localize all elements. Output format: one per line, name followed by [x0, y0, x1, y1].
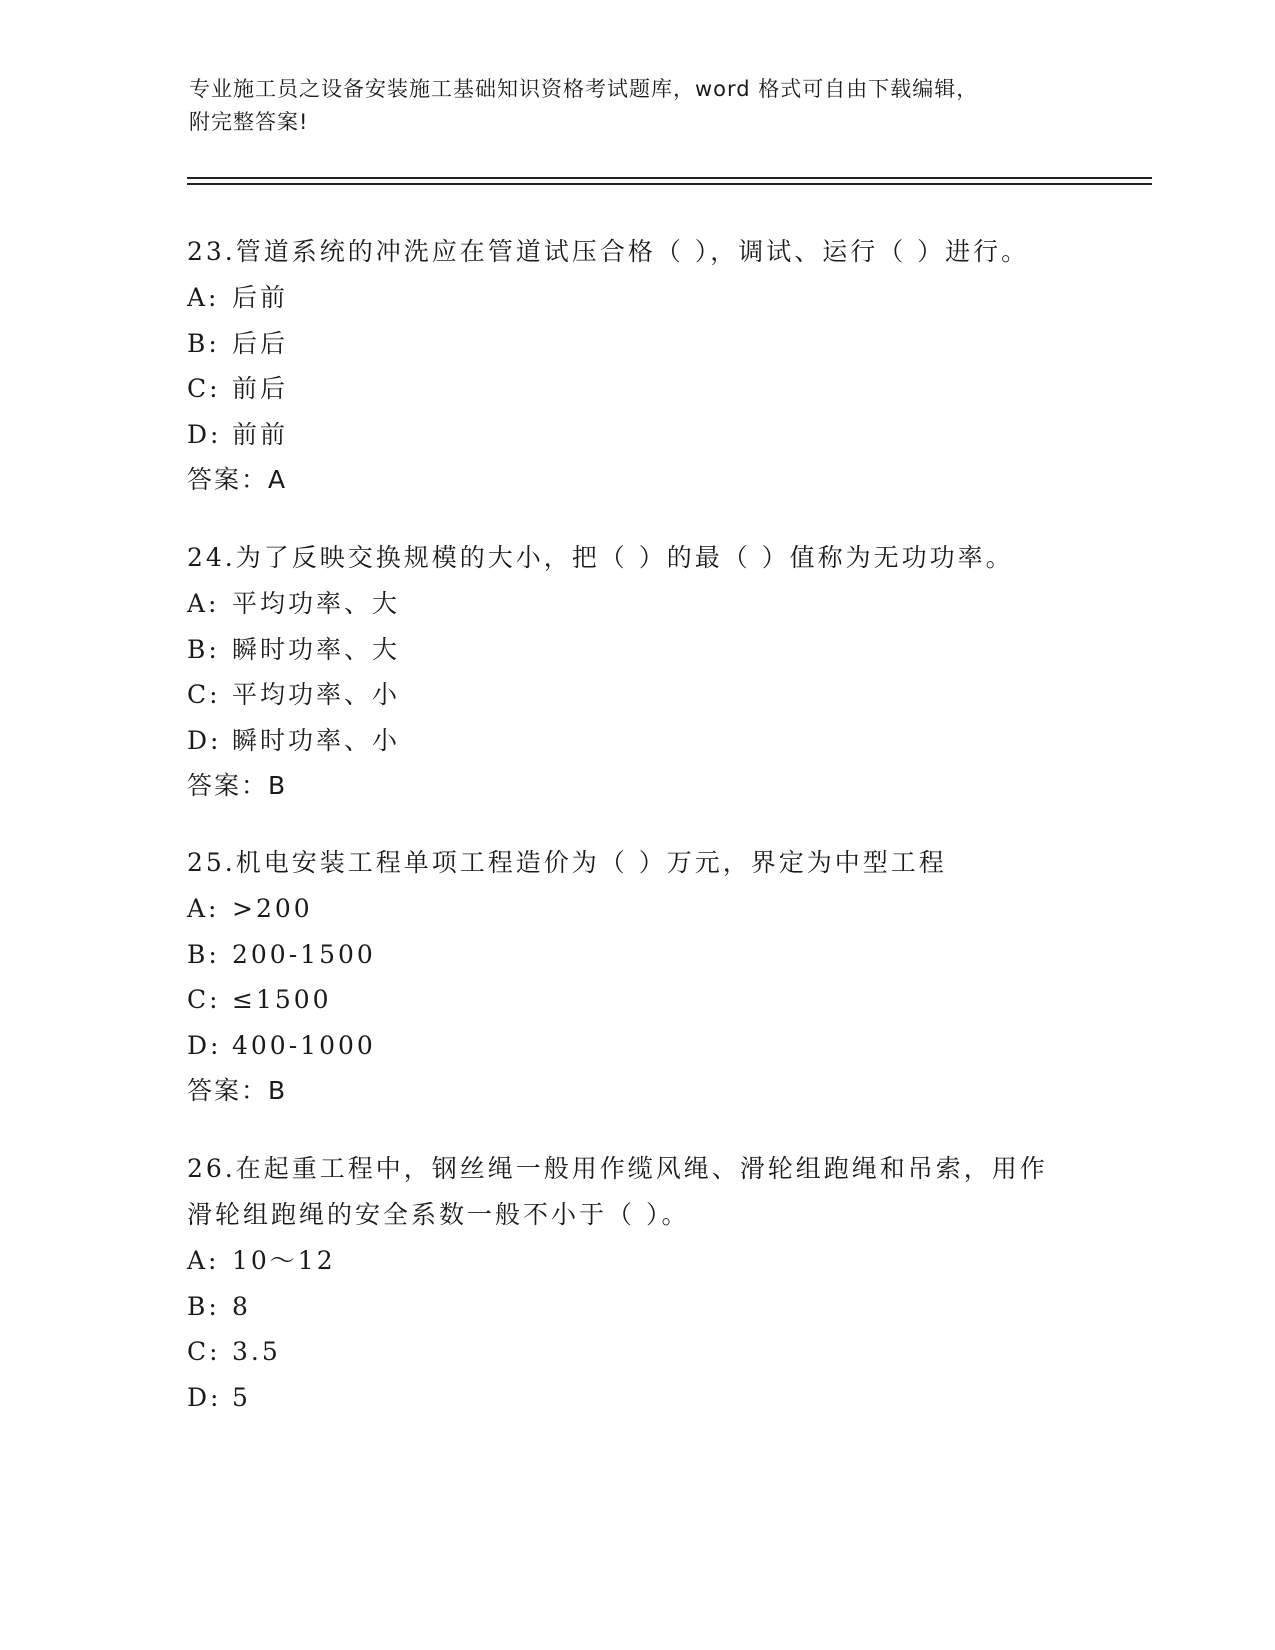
question-stem — [187, 840, 1087, 886]
question-number: 25. — [187, 848, 236, 877]
option-text: 3.5 — [232, 1337, 281, 1366]
document-header — [189, 73, 1089, 139]
question-23 — [187, 229, 1087, 503]
question-25 — [187, 840, 1087, 1114]
option-a — [187, 275, 1087, 321]
option-key: D: — [187, 1382, 222, 1412]
option-text: 后后 — [232, 328, 289, 358]
option-key: B: — [187, 1291, 220, 1321]
option-key: C: — [187, 985, 221, 1014]
option-text: ≤1500 — [232, 985, 332, 1014]
option-key: B: — [187, 328, 220, 358]
option-key: A: — [187, 894, 220, 923]
question-text: 机电安装工程单项工程造价为（ ）万元，界定为中型工程 — [235, 848, 947, 877]
question-26 — [187, 1146, 1087, 1420]
header-line-2: 附完整答案! — [189, 110, 309, 134]
option-c — [187, 977, 1087, 1023]
answer-line: 答案：B — [187, 771, 288, 800]
option-d — [187, 412, 1087, 458]
question-number: 24. — [187, 543, 236, 572]
option-d — [187, 1023, 1087, 1069]
question-number: 23. — [187, 237, 236, 266]
option-text: 前后 — [232, 374, 289, 403]
question-number: 26. — [187, 1154, 236, 1183]
question-stem — [187, 229, 1087, 275]
option-key: A: — [187, 283, 220, 312]
option-key: C: — [187, 680, 221, 709]
option-b — [187, 932, 1087, 978]
option-text: 8 — [232, 1291, 251, 1321]
option-c — [187, 672, 1087, 718]
option-a — [187, 1238, 1087, 1284]
option-a — [187, 886, 1087, 932]
option-b — [187, 1284, 1087, 1330]
option-key: A: — [187, 1246, 220, 1275]
header-rule-top — [187, 177, 1152, 179]
option-text: 瞬时功率、小 — [232, 725, 401, 755]
option-key: B: — [187, 634, 220, 664]
question-text-line-1: 在起重工程中，钢丝绳一般用作缆风绳、滑轮组跑绳和吊索，用作 — [235, 1154, 1048, 1183]
option-d — [187, 1375, 1087, 1421]
option-d — [187, 718, 1087, 764]
option-text: 前前 — [232, 419, 289, 449]
question-stem — [187, 535, 1087, 581]
option-key: C: — [187, 1337, 221, 1366]
option-c — [187, 366, 1087, 412]
option-key: D: — [187, 419, 222, 449]
option-text: 400-1000 — [232, 1030, 376, 1060]
option-key: D: — [187, 1030, 222, 1060]
question-text: 为了反映交换规模的大小，把（ ）的最（ ）值称为无功功率。 — [235, 543, 1014, 572]
option-key: D: — [187, 725, 222, 755]
option-text: 5 — [232, 1382, 251, 1412]
option-c — [187, 1329, 1087, 1375]
question-24 — [187, 535, 1087, 809]
option-a — [187, 581, 1087, 627]
answer-line: 答案：B — [187, 1076, 288, 1105]
option-text: >200 — [232, 894, 313, 923]
header-line-1: 专业施工员之设备安装施工基础知识资格考试题库，word 格式可自由下载编辑， — [189, 77, 979, 101]
option-b — [187, 627, 1087, 673]
answer-line: 答案：A — [187, 465, 288, 494]
option-key: C: — [187, 374, 221, 403]
option-text: 平均功率、大 — [232, 589, 401, 618]
option-text: 瞬时功率、大 — [232, 634, 401, 664]
question-stem — [187, 1146, 1087, 1192]
header-rule-bottom — [187, 183, 1152, 185]
option-text: 平均功率、小 — [232, 680, 401, 709]
option-text: 10～12 — [232, 1246, 336, 1275]
option-b — [187, 321, 1087, 367]
question-text: 管道系统的冲洗应在管道试压合格（ ），调试、运行（ ）进行。 — [235, 237, 1030, 266]
option-key: B: — [187, 939, 220, 969]
option-text: 后前 — [232, 283, 289, 312]
question-text-line-2: 滑轮组跑绳的安全系数一般不小于（ ）。 — [187, 1200, 690, 1229]
option-key: A: — [187, 589, 220, 618]
option-text: 200-1500 — [232, 939, 376, 969]
